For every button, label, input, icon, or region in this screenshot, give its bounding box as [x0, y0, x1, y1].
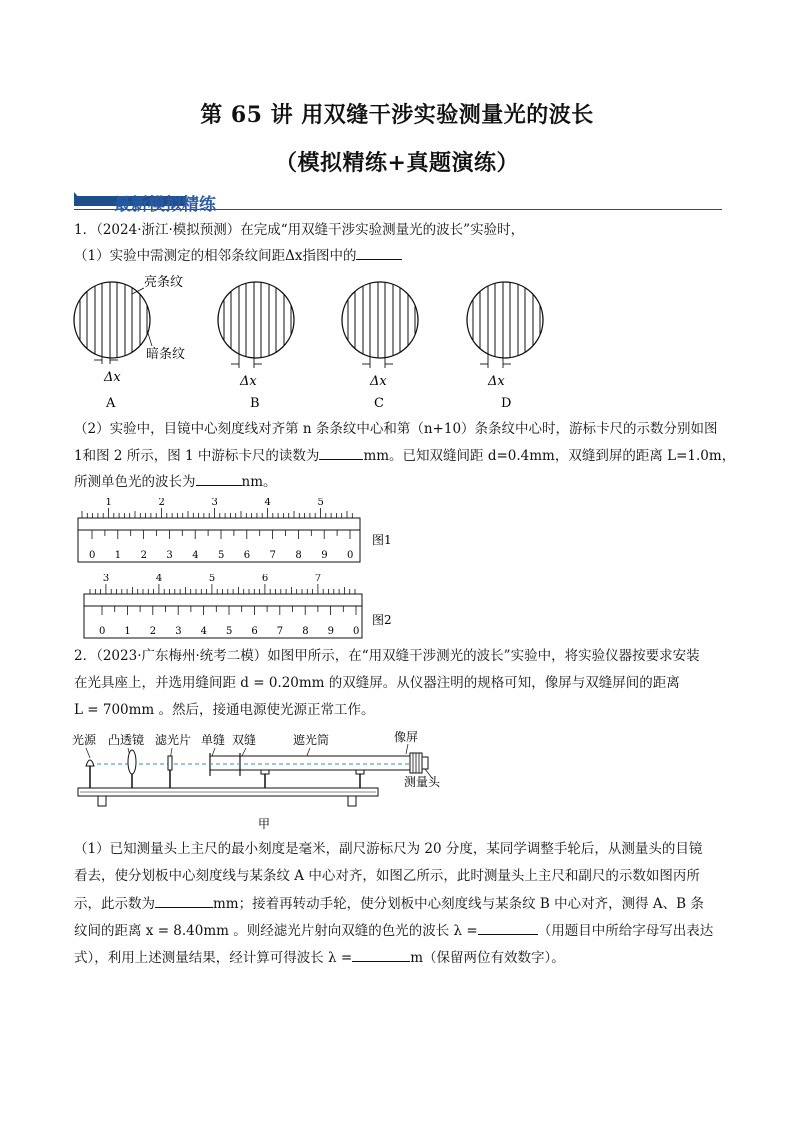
- q2-p1-line3a: 示，此示数为: [74, 896, 155, 912]
- q2-reading-blank: [155, 893, 213, 908]
- vernier-scale-label: 8: [302, 626, 309, 637]
- q2-p1-line5a: 式），利用上述测量结果，经计算可得波长 λ =: [74, 950, 353, 966]
- main-scale-label: 3: [102, 574, 110, 584]
- page-title: 第 65 讲 用双缝干涉实验测量光的波长: [200, 102, 594, 128]
- option-a: A: [106, 396, 116, 411]
- bright-fringe-label: 亮条纹: [144, 275, 184, 290]
- q2-line3: L = 700mm 。然后，接通电源使光源正常工作。: [74, 702, 375, 718]
- dx-label-b: Δx: [240, 374, 257, 389]
- q1-part2-line3: [74, 471, 277, 492]
- option-b: B: [250, 396, 260, 411]
- vernier-scale-label: 0: [347, 550, 354, 561]
- label-screen: 像屏: [394, 730, 419, 744]
- q1-intro: 1．（2024·浙江·模拟预测）在完成“用双缝干涉实验测量光的波长”实验时，: [74, 222, 525, 238]
- vernier-scale-label: 4: [200, 626, 207, 637]
- vernier-scale-label: 9: [327, 626, 334, 637]
- q2-p1-line4b: （用题目中所给字母写出表达: [537, 923, 714, 939]
- q1-fig1-reading-blank: [319, 445, 363, 460]
- vernier-scale-label: 7: [276, 626, 284, 637]
- dx-label-a: Δx: [104, 370, 121, 385]
- main-scale-label: 3: [211, 498, 218, 508]
- q1-part1-text: （1）实验中需测定的相邻条纹间距Δx指图中的: [74, 248, 357, 264]
- label-light-source: 光源: [72, 733, 97, 747]
- label-light-tube: 遮光筒: [293, 733, 330, 747]
- fig2-label: 图2: [372, 613, 392, 627]
- q1-part1-blank: [356, 245, 402, 260]
- q1-part2-line2b: mm。已知双缝间距 d=0.4mm，双缝到屏的距离 L=1.0m，: [363, 448, 736, 464]
- vernier-scale-label: 2: [140, 550, 147, 561]
- vernier-scale-label: 1: [124, 626, 131, 637]
- label-double-slit: 双缝: [232, 733, 257, 747]
- fig1-label: 图1: [372, 533, 392, 547]
- main-scale-label: 7: [314, 574, 322, 584]
- vernier-scale-label: 3: [166, 550, 173, 561]
- main-scale-label: 5: [208, 574, 216, 584]
- vernier-scale-label: 0: [89, 550, 96, 561]
- label-convex-lens: 凸透镜: [108, 733, 145, 747]
- q2-p1-line2: 看去，使分划板中心刻度线与某条纹 A 中心对齐，如图乙所示，此时测量头上主尺和副尺的示数如图丙所: [74, 868, 700, 884]
- q2-p1-line3: [74, 893, 704, 914]
- vernier-scale-label: 4: [192, 550, 199, 561]
- option-d: D: [501, 396, 512, 411]
- vernier-scale-label: 3: [175, 626, 182, 637]
- vernier-scale-label: 1: [114, 550, 122, 561]
- q2-line1: 2．（2023·广东梅州·统考二模）如图甲所示，在“用双缝干涉测光的波长”实验中，将实验仪器按要求安装: [74, 648, 700, 664]
- q1-part2-line2: [74, 445, 735, 466]
- q2-p1-line3b: mm；接着再转动手轮，使分划板中心刻度线与某条纹 B 中心对齐，测得 A、B 条: [213, 896, 704, 912]
- main-scale-label: 4: [155, 574, 163, 584]
- main-scale-label: 6: [261, 574, 269, 584]
- vernier-scale-label: 6: [243, 550, 251, 561]
- main-scale-label: 5: [317, 498, 324, 508]
- apparatus-diagram: [70, 726, 470, 830]
- vernier-scale-label: 2: [149, 626, 157, 637]
- vernier-figure-2: [80, 574, 400, 642]
- q1-part2-line3b: nm。: [241, 474, 277, 490]
- q1-part2-line3a: 所测单色光的波长为: [74, 474, 196, 490]
- page-subtitle: （模拟精练+真题演练）: [275, 150, 519, 176]
- q1-wavelength-blank: [196, 471, 242, 486]
- fringe-diagrams: [60, 268, 620, 416]
- dark-fringe-label: 暗条纹: [146, 347, 186, 362]
- vernier-figure-1: [74, 498, 404, 566]
- label-single-slit: 单缝: [201, 733, 226, 747]
- main-scale-label: 4: [264, 498, 271, 508]
- q1-part2-line1: （2）实验中，目镜中心刻度线对齐第 n 条条纹中心和第（n+10）条条纹中心时，游标卡尺的示数分别如图: [74, 421, 718, 437]
- vernier-scale-label: 7: [269, 550, 276, 561]
- vernier-scale-label: 9: [321, 550, 328, 561]
- q2-line2: 在光具座上，并选用缝间距 d = 0.20mm 的双缝屏。从仪器注明的规格可知，像屏与双缝屏间的距离: [74, 675, 680, 691]
- vernier-scale-label: 6: [251, 626, 258, 637]
- q2-expression-blank: [478, 920, 538, 935]
- vernier-scale-label: 5: [226, 626, 233, 637]
- q2-p1-line5: [74, 947, 565, 968]
- apparatus-caption: 甲: [258, 817, 271, 830]
- section-title: 最新模拟精练: [114, 195, 216, 215]
- label-measuring-head: 测量头: [404, 775, 441, 789]
- q2-p1-line4: [74, 920, 713, 941]
- dx-label-d: Δx: [488, 374, 505, 389]
- main-scale-label: 1: [105, 498, 112, 508]
- q2-p1-line4a: 纹间的距离 x = 8.40mm 。则经滤光片射向双缝的色光的波长 λ =: [74, 923, 478, 939]
- q1-part1: [74, 245, 402, 266]
- q2-p1-line1: （1）已知测量头上主尺的最小刻度是毫米，副尺游标尺为 20 分度，某同学调整手轮后，从测量头的目镜: [74, 841, 703, 857]
- vernier-scale-label: 0: [99, 626, 106, 637]
- label-filter: 滤光片: [155, 733, 192, 747]
- option-c: C: [374, 396, 384, 411]
- vernier-scale-label: 0: [353, 626, 360, 637]
- vernier-scale-label: 5: [218, 550, 225, 561]
- q1-part2-line2a: 1和图 2 所示，图 1 中游标卡尺的读数为: [74, 448, 320, 464]
- q2-p1-line5b: m（保留两位有效数字）。: [410, 950, 565, 966]
- q2-wavelength-blank: [352, 947, 410, 962]
- main-scale-label: 2: [158, 498, 165, 508]
- vernier-scale-label: 8: [295, 550, 302, 561]
- dx-label-c: Δx: [370, 374, 387, 389]
